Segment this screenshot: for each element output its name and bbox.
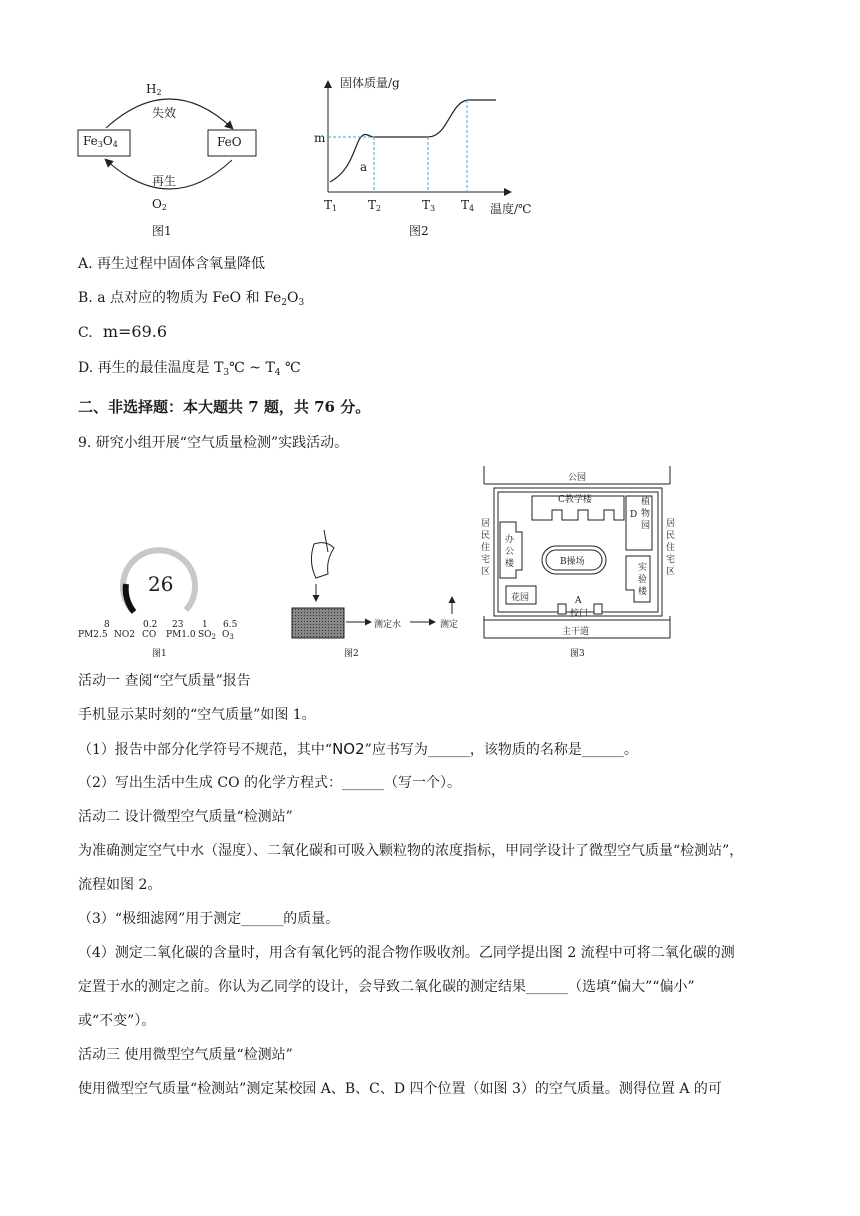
activity1-title: 活动一 查阅“空气质量”报告 [78,673,251,689]
activity1-text: 手机显示某时刻的“空气质量”如图 1。 [78,707,316,723]
option-a: A. 再生过程中固体含氧量降低 [78,256,266,272]
garden-label: 花园 [511,593,530,603]
question-1: （1）报告中部分化学符号不规范，其中“NO2”应书写为______，该物质的名称是______。 [78,740,638,758]
activity2-text-1: 为准确测定空气中水（湿度）、二氧化碳和可吸入颗粒物的浓度指标，甲同学设计了微型空气质量“检测站”， [78,843,744,859]
question-4-line-3: 或“不变”）。 [78,1013,156,1029]
o2-label: O2 [152,197,167,212]
q9-fig2-caption: 图2 [344,649,359,659]
q9-fig3-caption: 图3 [570,649,585,659]
fig1-cycle-diagram [70,78,270,228]
pm10-value: 23 [172,620,184,630]
deactivation-label: 失效 [152,106,177,120]
gate-pillar-left [558,604,566,614]
gate-label: 校门 [570,609,589,619]
activity2-text-2: 流程如图 2。 [78,877,162,893]
option-c: C. m=69.6 [78,322,168,341]
m-label: m [314,131,326,145]
residential-right-label: 居民住宅区 [666,519,676,577]
activity2-title: 活动二 设计微型空气质量“检测站” [78,809,293,825]
y-axis-label: 固体质量/g [340,76,400,90]
activity3-text: 使用微型空气质量“检测站”测定某校园 A、B、C、D 四个位置（如图 3）的空气质量。测得位置 A 的可 [78,1081,722,1097]
gate-a-label: A [575,596,582,606]
fig2-caption: 图2 [409,224,429,238]
lab-label: 实验楼 [638,563,648,597]
so2-value: 1 [202,620,208,630]
question-2: （2）写出生活中生成 CO 的化学方程式：______（写一个）。 [78,775,461,791]
filter-box [292,608,344,638]
fig1-arrows [70,78,270,228]
q9-intro: 9. 研究小组开展“空气质量检测”实践活动。 [78,435,349,451]
section-heading: 二、非选择题：本大题共 7 题，共 76 分。 [78,398,371,416]
co-value: 0.2 [143,620,158,630]
question-4-line-1: （4）测定二氧化碳的含量时，用含有氧化钙的混合物作吸收剂。乙同学提出图 2 流程中可将二氧化碳的测 [78,945,735,961]
question-3: （3）“极细滤网”用于测定______的质量。 [78,911,340,927]
activity3-title: 活动三 使用微型空气质量“检测站” [78,1047,293,1063]
step-water-label: 测定水 [374,620,402,630]
pm25-value: 8 [104,620,110,630]
so2-label: $SO_2$ [198,630,217,641]
plant-name-label: 植物园 [641,497,651,531]
aqi-value: 26 [148,572,174,596]
o3-value: 6.5 [223,620,238,630]
office-label: 办公楼 [505,535,515,569]
pm25-label: PM2.5 [78,630,108,640]
question-4-line-2: 定置于水的测定之前。你认为乙同学的设计，会导致二氧化碳的测定结果______（选填“偏大”“偏小” [78,979,695,995]
tick-t3: T3 [422,198,436,213]
teaching-label: C教学楼 [558,495,592,505]
plant-d-label: D [630,510,638,520]
h2-label: H2 [146,82,162,97]
fe3o4-label: Fe3O4 [83,134,118,149]
option-d: D. 再生的最佳温度是 $T_3℃$ ~ $T_4$ ℃ [78,360,301,378]
option-b: B. a 点对应的物质为 FeO 和 $Fe_2O_3$ [78,290,305,308]
tick-t4: T4 [461,198,475,213]
tick-t2: T2 [368,198,382,213]
o3-label: $O_3$ [222,630,234,641]
no2-label: NO2 [114,630,135,640]
mass-curve [330,100,496,182]
main-road-label: 主干道 [562,627,590,637]
gate-pillar-right [594,604,602,614]
residential-left-label: 居民住宅区 [481,519,491,577]
q9-fig1-gauge [78,540,248,660]
feo-label: FeO [217,135,242,149]
step-measure-label: 测定 [440,620,459,630]
point-a-label: a [360,160,368,174]
pm10-label: PM1.0 [166,630,196,640]
park-label: 公园 [568,473,587,483]
tick-t1: T1 [324,198,338,213]
filter-cone-icon [311,543,334,578]
playground-label: B操场 [560,557,585,567]
q9-fig1-caption: 图1 [152,649,167,659]
q9-fig2-flow [286,522,476,662]
regeneration-label: 再生 [152,174,177,188]
x-axis-label: 温度/℃ [490,202,532,216]
fig1-caption: 图1 [152,224,172,238]
co-label: CO [142,630,157,640]
q9-fig3-campus-map [478,462,698,662]
fig2-graph [310,70,550,220]
